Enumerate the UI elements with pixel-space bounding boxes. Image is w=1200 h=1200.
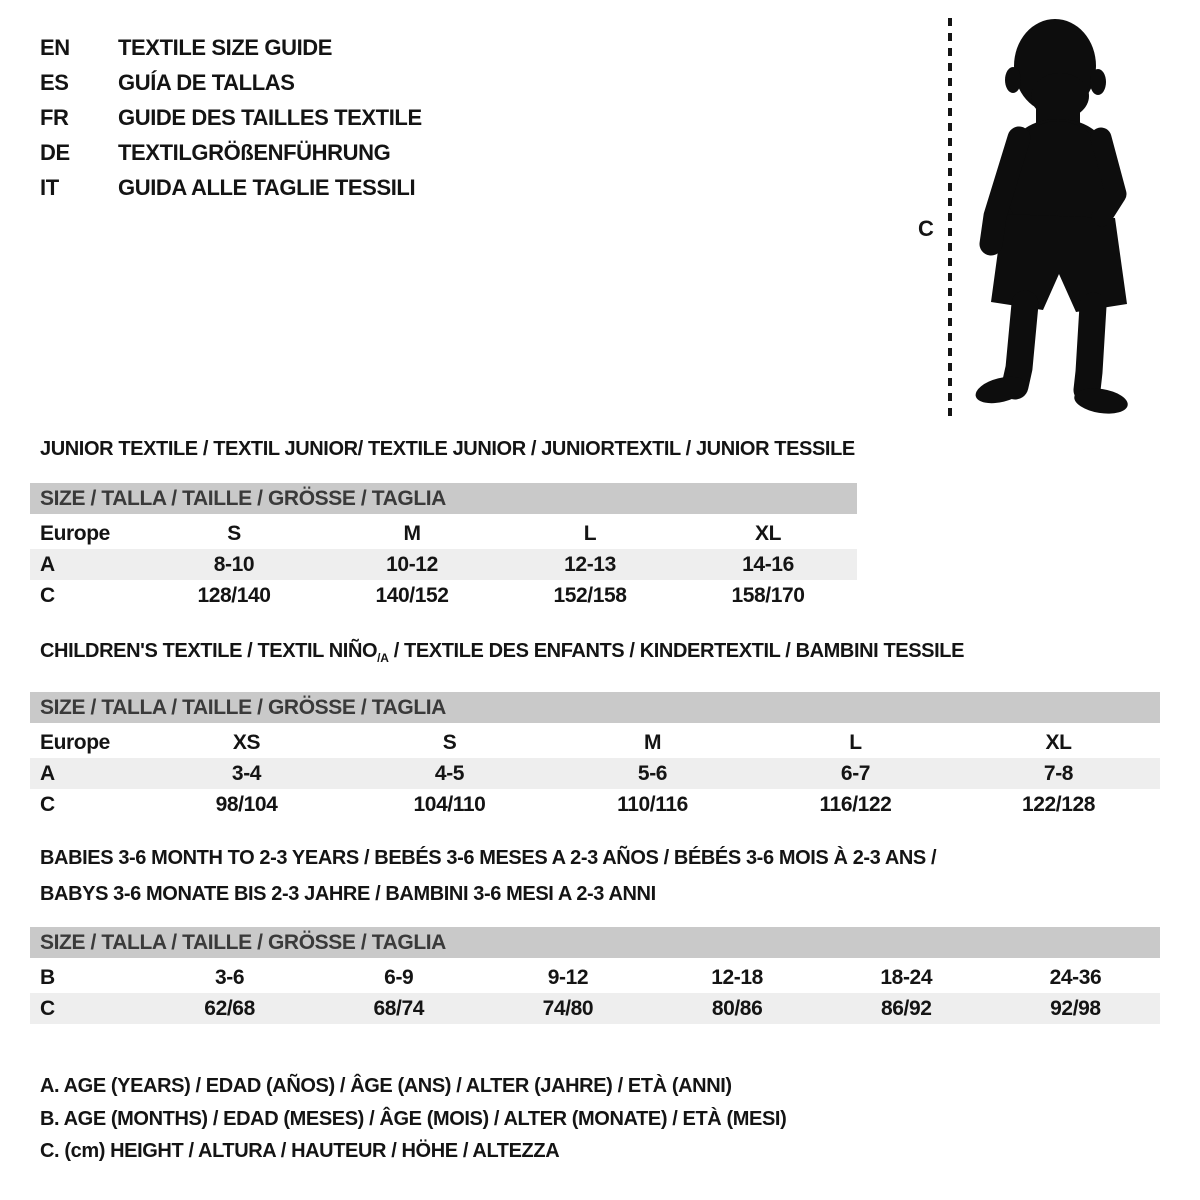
height-cell: 74/80 xyxy=(542,996,594,1020)
row-label: A xyxy=(40,761,55,785)
language-row-en xyxy=(40,30,422,65)
height-measure-label: C xyxy=(918,216,934,241)
language-code: DE xyxy=(40,139,70,165)
height-cell: 62/68 xyxy=(204,996,255,1020)
age-cell: 14-16 xyxy=(742,552,794,576)
language-code: EN xyxy=(40,34,70,60)
row-label: C xyxy=(40,792,55,816)
legend-line-a: A. AGE (YEARS) / EDAD (AÑOS) / ÂGE (ANS) / ALTER (JAHRE) / ETÀ (ANNI) xyxy=(40,1075,732,1097)
height-cell: 116/122 xyxy=(819,792,892,816)
children-row-height xyxy=(30,789,1160,820)
junior-size-table xyxy=(30,483,857,611)
height-cell: 158/170 xyxy=(731,583,805,607)
babies-row-height xyxy=(30,993,1160,1024)
junior-row-europe xyxy=(30,518,857,549)
children-size-table xyxy=(30,692,1160,820)
junior-row-height xyxy=(30,580,857,611)
children-title-suffix: / TEXTILE DES ENFANTS / KINDERTEXTIL / BAMBINI TESSILE xyxy=(388,640,965,662)
height-cell: 152/158 xyxy=(553,583,627,607)
row-label: C xyxy=(40,996,55,1020)
age-cell: 10-12 xyxy=(386,552,438,576)
height-cell: 104/110 xyxy=(413,792,486,816)
junior-size-header-bar: SIZE / TALLA / TAILLE / GRÖSSE / TAGLIA xyxy=(30,483,857,514)
age-cell: 4-5 xyxy=(434,761,465,785)
age-cell: 8-10 xyxy=(213,552,255,576)
babies-size-table xyxy=(30,927,1160,1024)
height-cell: 92/98 xyxy=(1050,996,1101,1020)
months-cell: 12-18 xyxy=(711,965,763,989)
babies-section-title-line1: BABIES 3-6 MONTH TO 2-3 YEARS / BEBÉS 3-6 MESES A 2-3 AÑOS / BÉBÉS 3-6 MOIS À 2-3 ANS / xyxy=(40,847,937,869)
guide-title-es: GUÍA DE TALLAS xyxy=(118,69,295,95)
children-title-prefix: CHILDREN'S TEXTILE / TEXTIL NIÑO xyxy=(40,640,378,662)
months-cell: 18-24 xyxy=(880,965,933,989)
size-cell: L xyxy=(583,521,597,545)
height-cell: 122/128 xyxy=(1021,792,1096,816)
height-cell: 80/86 xyxy=(711,996,763,1020)
months-cell: 6-9 xyxy=(384,965,414,989)
months-cell: 9-12 xyxy=(547,965,589,989)
height-cell: 98/104 xyxy=(215,792,278,816)
children-title-sub: /A xyxy=(377,651,389,665)
age-cell: 5-6 xyxy=(637,761,668,785)
guide-title-fr: GUIDE DES TAILLES TEXTILE xyxy=(118,104,422,130)
age-cell: 6-7 xyxy=(840,761,871,785)
size-cell: L xyxy=(849,730,862,754)
language-code: ES xyxy=(40,69,69,95)
size-cell: M xyxy=(403,521,421,545)
height-cell: 86/92 xyxy=(880,996,932,1020)
size-cell: XS xyxy=(232,730,261,754)
language-row-es xyxy=(40,65,422,100)
size-cell: S xyxy=(442,730,457,754)
guide-title-it: GUIDA ALLE TAGLIE TESSILI xyxy=(118,174,416,200)
row-label: B xyxy=(40,965,55,989)
guide-title-en: TEXTILE SIZE GUIDE xyxy=(118,34,333,60)
children-row-age xyxy=(30,758,1160,789)
row-label: C xyxy=(40,583,55,607)
junior-row-age xyxy=(30,549,857,580)
language-row-de xyxy=(40,135,422,170)
children-section-title xyxy=(40,638,964,671)
babies-section-title-line2: BABYS 3-6 MONATE BIS 2-3 JAHRE / BAMBINI 3-6 MESI A 2-3 ANNI xyxy=(40,883,656,905)
language-title-list xyxy=(40,30,422,205)
months-cell: 3-6 xyxy=(215,965,245,989)
height-cell: 140/152 xyxy=(375,583,449,607)
junior-section-title: JUNIOR TEXTILE / TEXTIL JUNIOR/ TEXTILE JUNIOR / JUNIORTEXTIL / JUNIOR TESSILE xyxy=(40,438,855,460)
size-cell: M xyxy=(643,730,662,754)
language-code: IT xyxy=(40,174,59,200)
age-cell: 3-4 xyxy=(231,761,262,785)
size-cell: XL xyxy=(1045,730,1072,754)
legend-line-c: C. (cm) HEIGHT / ALTURA / HAUTEUR / HÖHE / ALTEZZA xyxy=(40,1140,560,1162)
height-cell: 128/140 xyxy=(197,583,271,607)
row-label: Europe xyxy=(40,730,110,754)
size-cell: XL xyxy=(754,521,782,545)
size-cell: S xyxy=(227,521,241,545)
age-cell: 12-13 xyxy=(564,552,616,576)
months-cell: 24-36 xyxy=(1049,965,1102,989)
language-row-it xyxy=(40,170,422,205)
children-row-europe xyxy=(30,727,1160,758)
row-label: Europe xyxy=(40,521,110,545)
height-measure-line xyxy=(948,18,952,416)
babies-size-header-bar: SIZE / TALLA / TAILLE / GRÖSSE / TAGLIA xyxy=(30,927,1160,958)
children-size-header-bar: SIZE / TALLA / TAILLE / GRÖSSE / TAGLIA xyxy=(30,692,1160,723)
language-row-fr xyxy=(40,100,422,135)
legend-line-b: B. AGE (MONTHS) / EDAD (MESES) / ÂGE (MOIS) / ALTER (MONATE) / ETÀ (MESI) xyxy=(40,1108,787,1130)
language-code: FR xyxy=(40,104,69,130)
height-cell: 68/74 xyxy=(373,996,425,1020)
row-label: A xyxy=(40,552,55,576)
guide-title-de: TEXTILGRÖßENFÜHRUNG xyxy=(118,139,391,165)
height-cell: 110/116 xyxy=(617,792,688,816)
babies-row-months xyxy=(30,962,1160,993)
age-cell: 7-8 xyxy=(1043,761,1074,785)
toddler-silhouette xyxy=(963,16,1138,420)
